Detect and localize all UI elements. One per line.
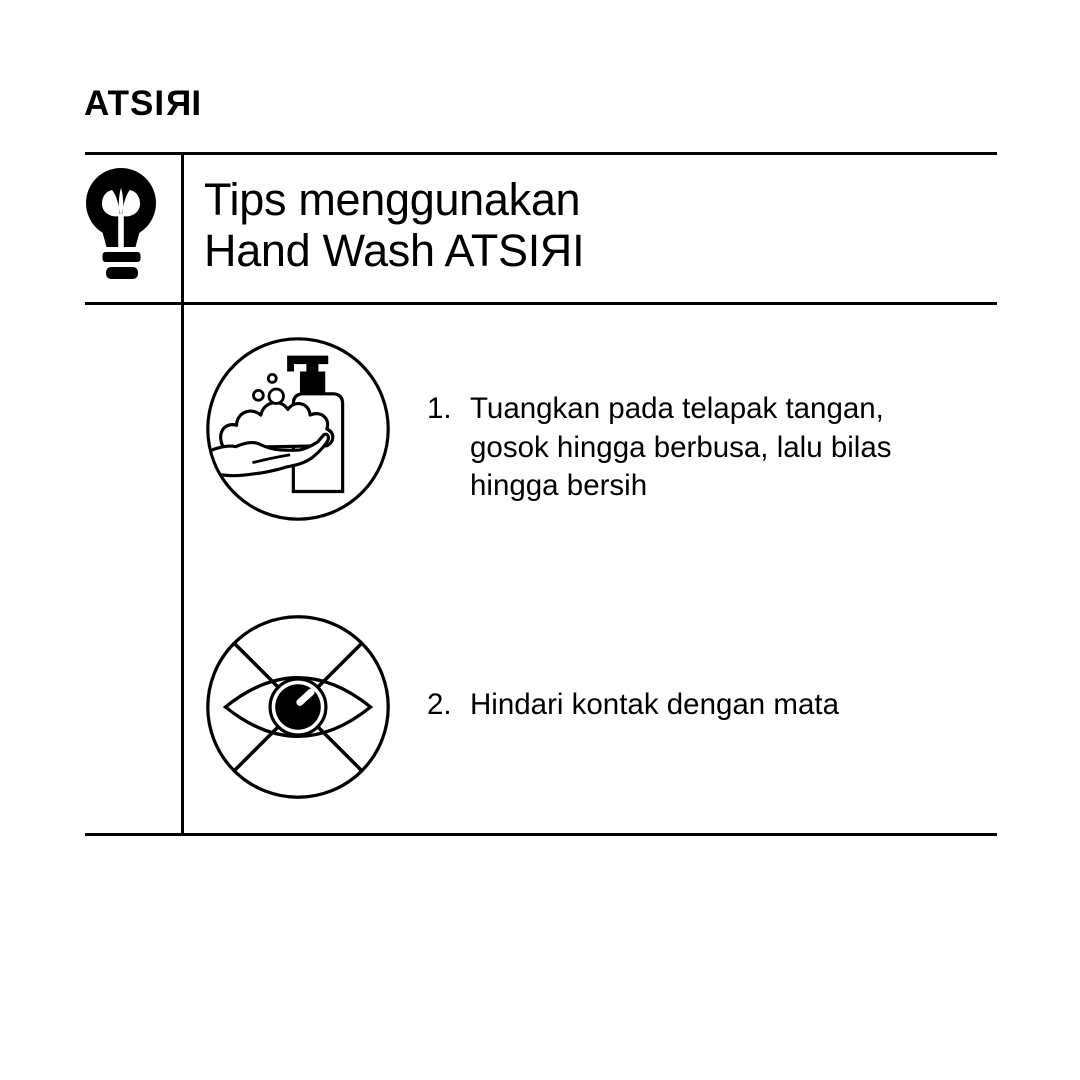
- no-eye-contact-icon: [205, 614, 391, 800]
- bubble: [268, 374, 276, 382]
- bubble: [253, 390, 263, 400]
- title-line-2-suffix: I: [572, 225, 585, 276]
- tip-2-number: 2.: [427, 688, 452, 721]
- brand-logo-text-suffix: I: [191, 84, 203, 123]
- tip-1-line-3: hingga bersih: [470, 469, 648, 502]
- title-line-2: [204, 225, 584, 276]
- lightbulb-plant-icon: [86, 168, 156, 280]
- page-title: [204, 174, 584, 276]
- tip-1-line-1: Tuangkan pada telapak tangan,: [470, 392, 884, 425]
- pump-dispenser: [287, 356, 328, 394]
- hand-soap-pump-bottle-icon: [205, 336, 391, 522]
- title-mirrored-r: R: [539, 225, 573, 276]
- rule-bottom: [85, 833, 997, 836]
- rule-middle: [85, 302, 997, 305]
- tip-1-number: 1.: [427, 392, 452, 425]
- tip-2-text: [470, 686, 839, 725]
- title-line-1: Tips menggunakan: [204, 174, 581, 225]
- tip-2-line-1: Hindari kontak dengan mata: [470, 688, 839, 721]
- bubble: [269, 389, 284, 404]
- title-line-2-prefix: Hand Wash ATSI: [204, 225, 540, 276]
- brand-logo-mirrored-r: R: [165, 84, 192, 123]
- tip-1-line-2: gosok hingga berbusa, lalu bilas: [470, 430, 892, 464]
- tip-1-text: [470, 390, 891, 506]
- brand-logo-text-prefix: ATSI: [84, 84, 166, 123]
- rule-vertical: [181, 152, 184, 836]
- brand-logo: [84, 86, 202, 121]
- rule-top: [85, 152, 997, 155]
